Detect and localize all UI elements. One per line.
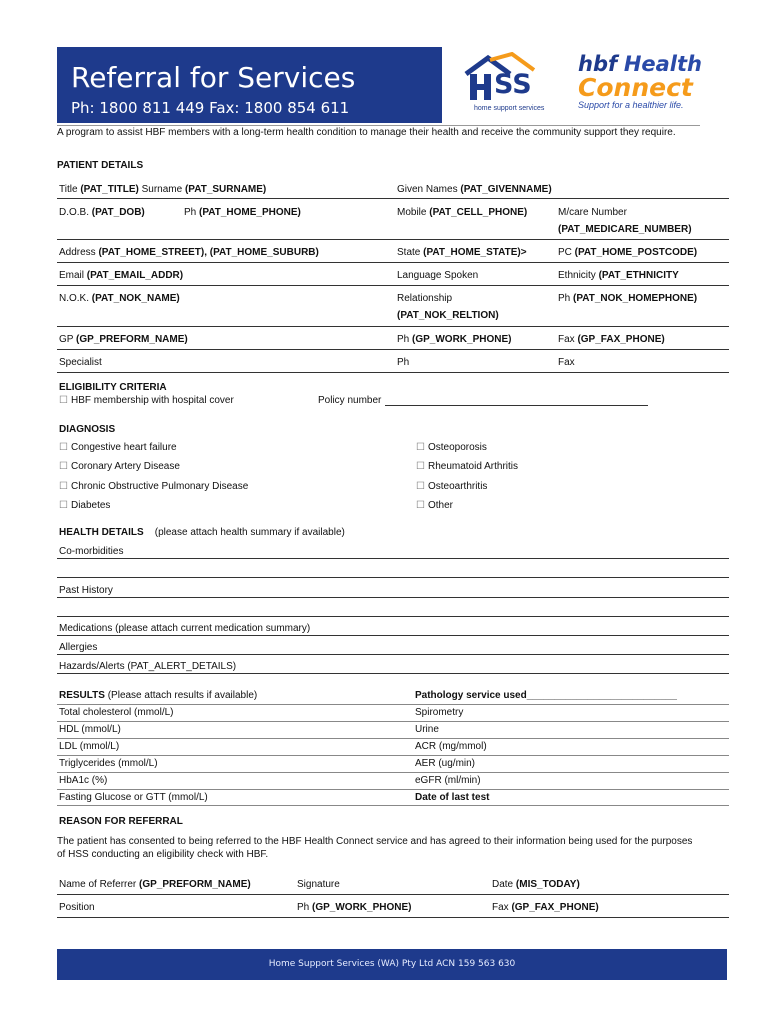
mobile-label: Mobile: [397, 207, 430, 218]
results-note: (Please attach results if available): [104, 690, 258, 701]
row-divider: [57, 597, 729, 598]
health-details-note: (please attach health summary if available): [154, 527, 345, 538]
referrer-name-value: (GP_PREFORM_NAME): [139, 879, 251, 890]
referrer-fax-value: (GP_FAX_PHONE): [511, 902, 599, 913]
nok-phone-value: (PAT_NOK_HOMEPHONE): [573, 293, 698, 304]
row-divider: [57, 772, 729, 773]
ethnicity-label: Ethnicity: [558, 270, 599, 281]
row-divider: [57, 917, 729, 918]
dob-field[interactable]: [59, 207, 145, 218]
language-spoken-field[interactable]: Language Spoken: [397, 270, 479, 281]
gp-fax-label: Fax: [558, 334, 578, 345]
ldl-field[interactable]: LDL (mmol/L): [59, 741, 120, 752]
checkbox-icon: ☐: [59, 442, 68, 453]
surname-label: Surname: [138, 184, 185, 195]
past-history-field[interactable]: Past History: [59, 585, 113, 596]
fasting-glucose-field[interactable]: Fasting Glucose or GTT (mmol/L): [59, 792, 208, 803]
consent-text-line-2: of HSS conducting an eligibility check with HBF.: [57, 849, 269, 860]
checkbox-icon: ☐: [416, 442, 425, 453]
address-label: Address: [59, 247, 99, 258]
postcode-label: PC: [558, 247, 575, 258]
gp-field[interactable]: [59, 334, 188, 345]
title-value: (PAT_TITLE): [80, 184, 139, 195]
gp-phone-value: (GP_WORK_PHONE): [412, 334, 512, 345]
hbf-membership-label: HBF membership with hospital cover: [70, 395, 234, 406]
hbf-connect-word: Connect: [578, 73, 693, 102]
nok-value: (PAT_NOK_NAME): [91, 293, 180, 304]
row-divider: [57, 721, 729, 722]
row-divider: [57, 635, 729, 636]
gp-phone-field[interactable]: [397, 334, 511, 345]
hbf-tagline: Support for a healthier life.: [578, 100, 684, 110]
relationship-value[interactable]: (PAT_NOK_RELTION): [397, 310, 499, 321]
ethnicity-field[interactable]: [558, 270, 679, 281]
gp-label: GP: [59, 334, 77, 345]
pathology-label: Pathology service used: [415, 690, 527, 701]
referrer-phone-field[interactable]: [297, 902, 411, 913]
row-divider: [57, 239, 729, 240]
mobile-value: (PAT_CELL_PHONE): [429, 207, 528, 218]
consent-text-line-1: The patient has consented to being referred to the HBF Health Connect service and has agreed to their information being used for the purposes: [57, 836, 693, 847]
position-field[interactable]: Position: [59, 902, 95, 913]
specialist-fax-field[interactable]: Fax: [558, 357, 575, 368]
signature-field[interactable]: Signature: [297, 879, 340, 890]
patient-details-heading: PATIENT DETAILS: [57, 160, 144, 171]
pathology-service-field[interactable]: Pathology service used___________________________: [415, 690, 677, 701]
email-field[interactable]: [59, 270, 183, 281]
policy-number-input[interactable]: [385, 405, 648, 406]
referrer-name-label: Name of Referrer: [59, 879, 140, 890]
intro-text: A program to assist HBF members with a long-term health condition to manage their health and receive the community support they require.: [57, 127, 676, 138]
referrer-fax-label: Fax: [492, 902, 512, 913]
triglycerides-field[interactable]: Triglycerides (mmol/L): [59, 758, 158, 769]
contact-phone-fax: Ph: 1800 811 449 Fax: 1800 854 611: [71, 99, 350, 117]
gp-fax-value: (GP_FAX_PHONE): [577, 334, 665, 345]
specialist-phone-field[interactable]: Ph: [397, 357, 410, 368]
row-divider: [57, 704, 729, 705]
row-divider: [57, 326, 729, 327]
row-divider: [57, 616, 729, 617]
hba1c-field[interactable]: HbA1c (%): [59, 775, 108, 786]
address-field[interactable]: [59, 247, 319, 258]
diagnosis-rheumatoid-checkbox[interactable]: ☐ Rheumatoid Arthritis: [416, 461, 519, 472]
checkbox-icon: ☐: [416, 481, 425, 492]
row-divider: [57, 372, 729, 373]
urine-field[interactable]: Urine: [415, 724, 439, 735]
hbf-health-connect-logo: [578, 52, 708, 110]
row-divider: [57, 558, 729, 559]
row-divider: [57, 805, 729, 806]
diagnosis-diabetes-checkbox[interactable]: ☐ Diabetes: [59, 500, 111, 511]
diagnosis-other-checkbox[interactable]: ☐ Other: [416, 500, 453, 511]
home-phone-field[interactable]: [184, 207, 301, 218]
header-banner: [57, 47, 442, 123]
hss-tagline: home support services: [474, 105, 545, 112]
hbf-membership-checkbox[interactable]: [59, 395, 234, 406]
diagnosis-chf-checkbox[interactable]: ☐ Congestive heart failure: [59, 442, 177, 453]
page-title: Referral for Services: [71, 61, 356, 94]
row-divider: [57, 894, 729, 895]
checkbox-icon: ☐: [59, 395, 68, 406]
nok-phone-field[interactable]: [558, 293, 697, 304]
given-names-value: (PAT_GIVENNAME): [460, 184, 552, 195]
diagnosis-copd-checkbox[interactable]: ☐ Chronic Obstructive Pulmonary Disease: [59, 481, 249, 492]
aer-field[interactable]: AER (ug/min): [415, 758, 476, 769]
footer-banner: [57, 949, 727, 980]
row-divider: [57, 755, 729, 756]
row-divider: [57, 738, 729, 739]
medicare-value[interactable]: (PAT_MEDICARE_NUMBER): [558, 224, 692, 235]
gp-value: (GP_PREFORM_NAME): [76, 334, 188, 345]
medicare-label: M/care Number: [558, 207, 627, 218]
row-divider: [57, 577, 729, 578]
row-divider: [57, 198, 729, 199]
surname-value: (PAT_SURNAME): [184, 184, 267, 195]
row-divider: [57, 349, 729, 350]
email-label: Email: [59, 270, 87, 281]
checkbox-icon: ☐: [416, 461, 425, 472]
hss-wordmark: SS: [494, 69, 532, 100]
gp-phone-label: Ph: [397, 334, 413, 345]
hss-logo: [462, 52, 558, 116]
referrer-phone-value: (GP_WORK_PHONE): [312, 902, 412, 913]
nok-phone-label: Ph: [558, 293, 574, 304]
row-divider: [57, 654, 729, 655]
policy-number-label: Policy number: [318, 395, 382, 406]
given-names-field[interactable]: [397, 184, 552, 195]
spirometry-field[interactable]: Spirometry: [415, 707, 464, 718]
ethnicity-value: (PAT_ETHNICITY: [598, 270, 679, 281]
row-divider: [57, 262, 729, 263]
date-field[interactable]: [492, 879, 580, 890]
nok-label: N.O.K.: [59, 293, 92, 304]
hbf-word: hbf: [578, 52, 618, 76]
gp-fax-field[interactable]: [558, 334, 665, 345]
title-label: Title: [59, 184, 81, 195]
address-value: (PAT_HOME_STREET), (PAT_HOME_SUBURB): [98, 247, 319, 258]
postcode-value: (PAT_HOME_POSTCODE): [574, 247, 698, 258]
postcode-field[interactable]: [558, 247, 697, 258]
diagnosis-osteoarthritis-checkbox[interactable]: ☐ Osteoarthritis: [416, 481, 488, 492]
comorbidities-field[interactable]: Co-morbidities: [59, 546, 124, 557]
allergies-field[interactable]: Allergies: [59, 642, 98, 653]
results-heading: RESULTS (Please attach results if available): [59, 690, 258, 701]
title-surname-field[interactable]: [59, 184, 266, 195]
row-divider: [57, 789, 729, 790]
date-of-last-test-field[interactable]: Date of last test: [415, 792, 490, 803]
reason-heading: REASON FOR REFERRAL: [59, 816, 183, 827]
given-names-label: Given Names: [397, 184, 461, 195]
health-details-heading: HEALTH DETAILS (please attach health summary if available): [59, 527, 345, 538]
checkbox-icon: ☐: [59, 461, 68, 472]
row-divider: [57, 285, 729, 286]
header-divider: [57, 125, 700, 126]
dob-value: (PAT_DOB): [91, 207, 145, 218]
state-value: (PAT_HOME_STATE)>: [423, 247, 527, 258]
state-label: State: [397, 247, 424, 258]
checkbox-icon: ☐: [59, 500, 68, 511]
acr-field[interactable]: ACR (mg/mmol): [415, 741, 487, 752]
home-phone-label: Ph: [184, 207, 200, 218]
specialist-field[interactable]: Specialist: [59, 357, 102, 368]
date-label: Date: [492, 879, 516, 890]
hazards-alerts-field[interactable]: Hazards/Alerts (PAT_ALERT_DETAILS): [59, 661, 237, 672]
referrer-name-field[interactable]: [59, 879, 251, 890]
nok-field[interactable]: [59, 293, 180, 304]
hbf-health-word: Health: [623, 52, 702, 76]
home-phone-value: (PAT_HOME_PHONE): [199, 207, 301, 218]
egfr-field[interactable]: eGFR (ml/min): [415, 775, 481, 786]
relationship-label: Relationship: [397, 293, 453, 304]
diagnosis-heading: DIAGNOSIS: [59, 424, 116, 435]
row-divider: [57, 673, 729, 674]
dob-label: D.O.B.: [59, 207, 92, 218]
state-field[interactable]: [397, 247, 527, 258]
hdl-field[interactable]: HDL (mmol/L): [59, 724, 121, 735]
diagnosis-cad-checkbox[interactable]: ☐ Coronary Artery Disease: [59, 461, 180, 472]
footer-company-text: Home Support Services (WA) Pty Ltd ACN 159 563 630: [268, 959, 516, 969]
date-value: (MIS_TODAY): [515, 879, 580, 890]
checkbox-icon: ☐: [59, 481, 68, 492]
referrer-phone-label: Ph: [297, 902, 313, 913]
referrer-fax-field[interactable]: [492, 902, 599, 913]
total-cholesterol-field[interactable]: Total cholesterol (mmol/L): [59, 707, 174, 718]
checkbox-icon: ☐: [416, 500, 425, 511]
mobile-field[interactable]: [397, 207, 527, 218]
email-value: (PAT_EMAIL_ADDR): [86, 270, 184, 281]
diagnosis-osteoporosis-checkbox[interactable]: ☐ Osteoporosis: [416, 442, 487, 453]
medications-field[interactable]: Medications (please attach current medication summary): [59, 623, 311, 634]
eligibility-heading: ELIGIBILITY CRITERIA: [59, 382, 167, 393]
